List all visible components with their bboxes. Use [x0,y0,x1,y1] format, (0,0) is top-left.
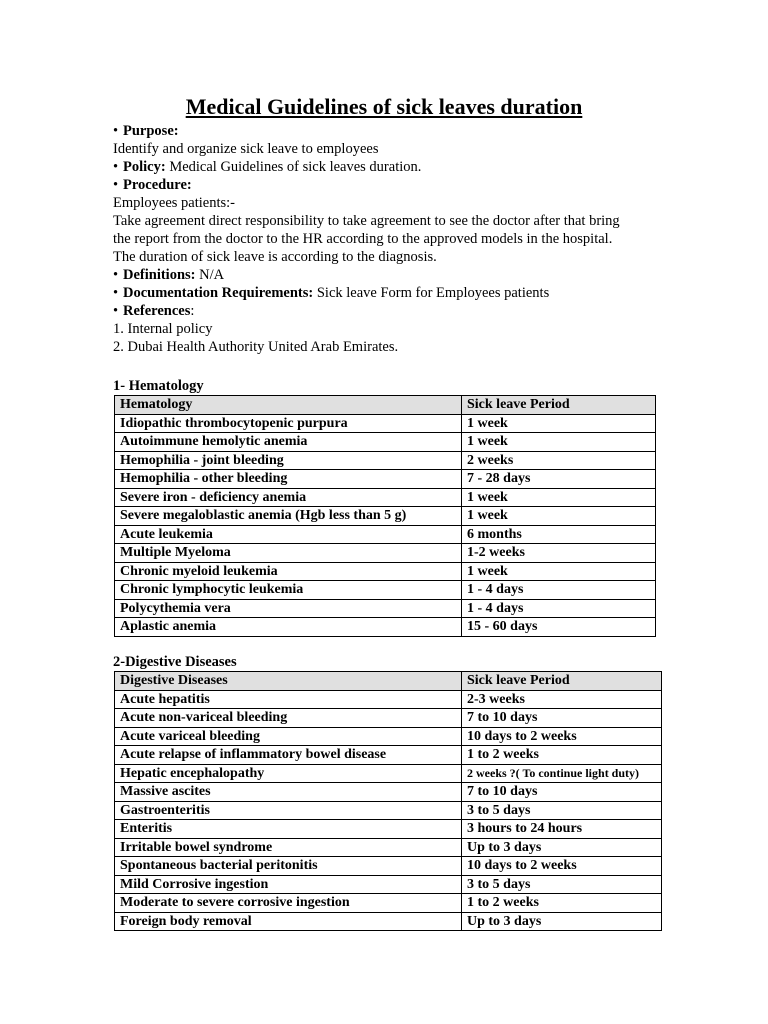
purpose-heading: • Purpose: [113,123,179,139]
document-body [113,122,673,356]
condition-cell: Chronic myeloid leukemia [115,562,462,581]
bullet-icon: • [113,123,119,139]
period-cell: 1 - 4 days [462,581,656,600]
period-cell: Up to 3 days [462,838,662,857]
table-row [115,709,662,728]
procedure-line: The duration of sick leave is according to the diagnosis. [113,249,437,265]
period-cell: 2-3 weeks [462,690,662,709]
header-cell: Hematology [115,396,462,415]
reference-item: 2. Dubai Health Authority United Arab Emirates. [113,339,399,355]
table-row [115,746,662,765]
header-cell: Digestive Diseases [115,672,462,691]
condition-cell: Spontaneous bacterial peritonitis [115,857,462,876]
hematology-table [114,395,656,637]
table-row [115,894,662,913]
condition-cell: Chronic lymphocytic leukemia [115,581,462,600]
period-cell: 1 to 2 weeks [462,894,662,913]
condition-cell: Gastroenteritis [115,801,462,820]
table-row [115,838,662,857]
condition-cell: Massive ascites [115,783,462,802]
condition-cell: Hepatic encephalopathy [115,764,462,783]
procedure-heading: • Procedure: [113,177,192,193]
period-cell: 2 weeks ?( To continue light duty) [462,764,662,783]
table-row [115,599,656,618]
table-row [115,525,656,544]
condition-cell: Acute leukemia [115,525,462,544]
table-row [115,801,662,820]
table-row [115,690,662,709]
definitions-line: • Definitions: N/A [113,267,225,283]
period-cell: 3 to 5 days [462,875,662,894]
table-row [115,544,656,563]
digestive-section-title: 2-Digestive Diseases [113,654,237,670]
policy-line: • Policy: Medical Guidelines of sick leaves duration. [113,159,422,175]
condition-cell: Hemophilia - joint bleeding [115,451,462,470]
table-header-row [115,672,662,691]
table-row [115,488,656,507]
period-cell: 3 to 5 days [462,801,662,820]
period-cell: 7 - 28 days [462,470,656,489]
period-cell: Up to 3 days [462,912,662,931]
bullet-icon: • [113,303,119,319]
condition-cell: Enteritis [115,820,462,839]
table-row [115,433,656,452]
period-cell: 1 week [462,433,656,452]
purpose-text: Identify and organize sick leave to employees [113,141,379,157]
period-cell: 3 hours to 24 hours [462,820,662,839]
table-row [115,470,656,489]
bullet-icon: • [113,159,119,175]
condition-cell: Acute non-variceal bleeding [115,709,462,728]
condition-cell: Acute variceal bleeding [115,727,462,746]
condition-cell: Irritable bowel syndrome [115,838,462,857]
table-header-row [115,396,656,415]
table-row [115,451,656,470]
period-cell: 1 week [462,507,656,526]
period-cell: 1 week [462,414,656,433]
table-row [115,912,662,931]
condition-cell: Autoimmune hemolytic anemia [115,433,462,452]
condition-cell: Severe iron - deficiency anemia [115,488,462,507]
hematology-section-title: 1- Hematology [113,378,204,394]
table-row [115,727,662,746]
period-cell: 1 week [462,488,656,507]
period-cell: 6 months [462,525,656,544]
procedure-line: Employees patients:- [113,195,236,211]
condition-cell: Idiopathic thrombocytopenic purpura [115,414,462,433]
bullet-icon: • [113,177,119,193]
reference-item: 1. Internal policy [113,321,213,337]
digestive-table [114,671,662,931]
table-row [115,783,662,802]
table-row [115,414,656,433]
table-row [115,820,662,839]
condition-cell: Moderate to severe corrosive ingestion [115,894,462,913]
condition-cell: Multiple Myeloma [115,544,462,563]
condition-cell: Acute hepatitis [115,690,462,709]
period-cell: 7 to 10 days [462,783,662,802]
table-row [115,507,656,526]
table-row [115,618,656,637]
condition-cell: Mild Corrosive ingestion [115,875,462,894]
period-cell: 10 days to 2 weeks [462,727,662,746]
condition-cell: Polycythemia vera [115,599,462,618]
table-row [115,562,656,581]
period-cell: 10 days to 2 weeks [462,857,662,876]
header-cell: Sick leave Period [462,672,662,691]
table-row [115,764,662,783]
condition-cell: Severe megaloblastic anemia (Hgb less than 5 g) [115,507,462,526]
period-cell: 7 to 10 days [462,709,662,728]
period-cell: 1 week [462,562,656,581]
procedure-line: the report from the doctor to the HR according to the approved models in the hospital. [113,231,613,247]
procedure-line: Take agreement direct responsibility to take agreement to see the doctor after that bring [113,213,620,229]
condition-cell: Acute relapse of inflammatory bowel disease [115,746,462,765]
period-cell: 1 - 4 days [462,599,656,618]
documentation-line: • Documentation Requirements: Sick leave Form for Employees patients [113,285,550,301]
condition-cell: Hemophilia - other bleeding [115,470,462,489]
table-row [115,857,662,876]
table-row [115,581,656,600]
bullet-icon: • [113,267,119,283]
condition-cell: Aplastic anemia [115,618,462,637]
document-title: Medical Guidelines of sick leaves duration [185,94,583,119]
period-cell: 15 - 60 days [462,618,656,637]
period-cell: 1 to 2 weeks [462,746,662,765]
period-cell: 1-2 weeks [462,544,656,563]
references-heading: • References: [113,303,195,319]
bullet-icon: • [113,285,119,301]
condition-cell: Foreign body removal [115,912,462,931]
header-cell: Sick leave Period [462,396,656,415]
table-row [115,875,662,894]
period-cell: 2 weeks [462,451,656,470]
